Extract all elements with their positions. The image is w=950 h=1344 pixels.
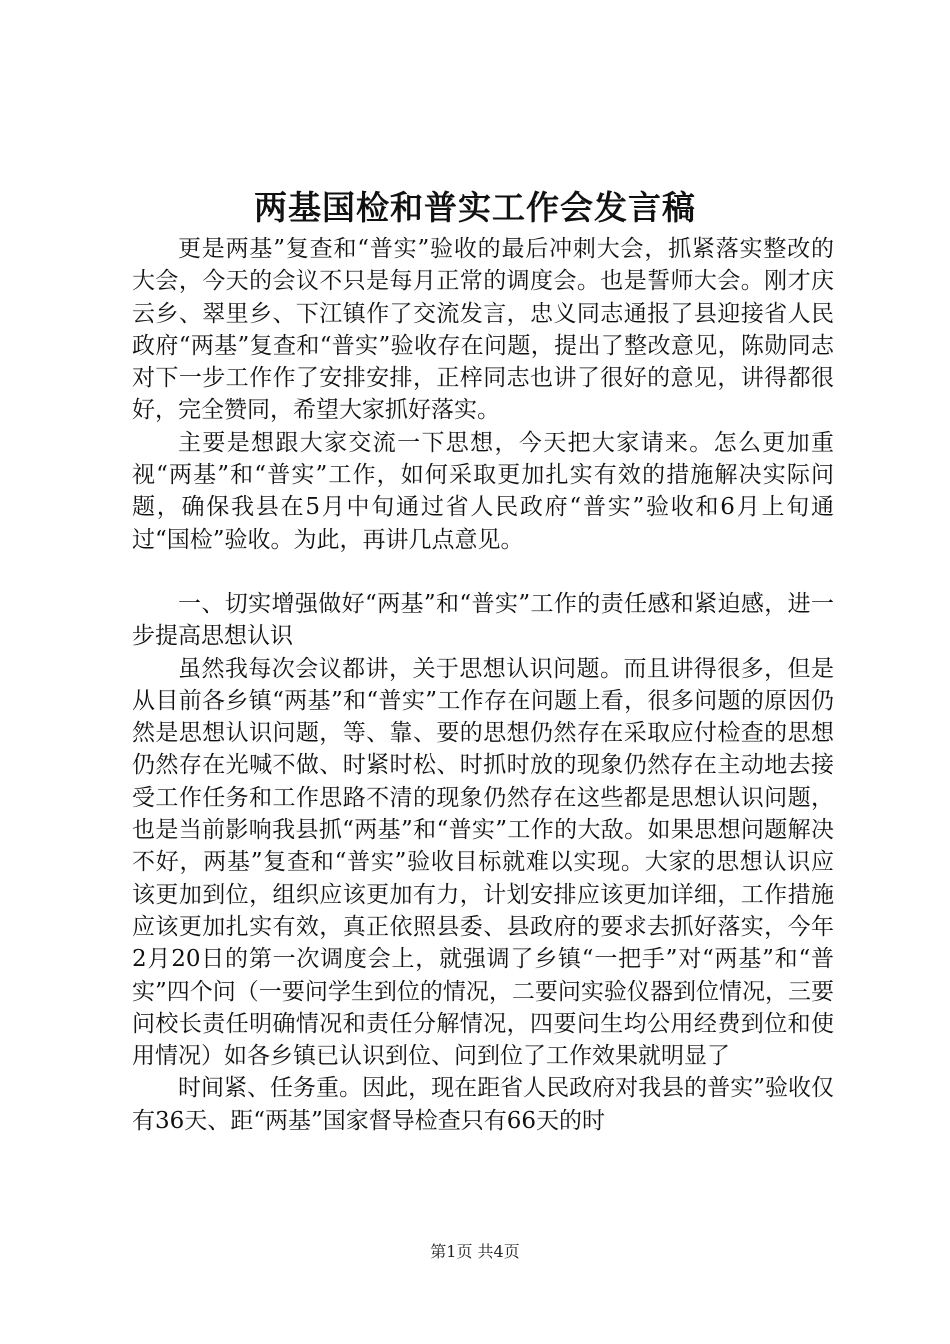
- section-heading: 一、切实增强做好“两基”和“普实”工作的责任感和紧迫感，进一步提高思想认识: [132, 590, 834, 650]
- document-body: [132, 233, 834, 1137]
- section-paragraph-1: 虽然我每次会议都讲，关于思想认识问题。而且讲得很多，但是从目前各乡镇“两基”和“普实”工作存在问题上看，很多问题的原因仍然是思想认识问题，等、靠、要的思想仍然存在采取应付检查的思想仍然存在光喊不做、时紧时松、时抓时放的现象仍然存在主动地去接受工作任务和工作思路不清的现象仍然存在这些都是思想认识问题，也是当前影响我县抓“两基”和“普实”工作的大敌。如果思想问题解决不好，两基”复查和“普实”验收目标就难以实现。大家的思想认识应该更加到位，组织应该更加有力，计划安排应该更加详细，工作措施应该更加扎实有效，真正依照县委、县政府的要求去抓好落实，今年2月20日的第一次调度会上，就强调了乡镇“一把手”对“两基”和“普实”四个问（一要问学生到位的情况，二要问实验仪器到位情况，三要问校长责任明确情况和责任分解情况，四要问生均公用经费到位和使用情况）如各乡镇已认识到位、问到位了工作效果就明显了: [132, 655, 834, 1070]
- document-title: 两基国检和普实工作会发言稿: [254, 188, 696, 227]
- page-footer: 第1页 共4页: [430, 1242, 520, 1261]
- paragraph-1: 更是两基”复查和“普实”验收的最后冲刺大会，抓紧落实整改的大会，今天的会议不只是每月正常的调度会。也是誓师大会。刚才庆云乡、翠里乡、下江镇作了交流发言，忠义同志通报了县迎接省人民政府“两基”复查和“普实”验收存在问题，提出了整改意见，陈勋同志对下一步工作作了安排安排，正梓同志也讲了很好的意见，讲得都很好，完全赞同，希望大家抓好落实。: [132, 236, 834, 424]
- section-paragraph-2: 时间紧、任务重。因此，现在距省人民政府对我县的普实”验收仅有36天、距“两基”国家督导检查只有66天的时: [132, 1075, 834, 1134]
- paragraph-2: 主要是想跟大家交流一下思想，今天把大家请来。怎么更加重视“两基”和“普实”工作，如何采取更加扎实有效的措施解决实际问题，确保我县在5月中旬通过省人民政府“普实”验收和6月上旬通过“国检”验收。为此，再讲几点意见。: [132, 429, 834, 553]
